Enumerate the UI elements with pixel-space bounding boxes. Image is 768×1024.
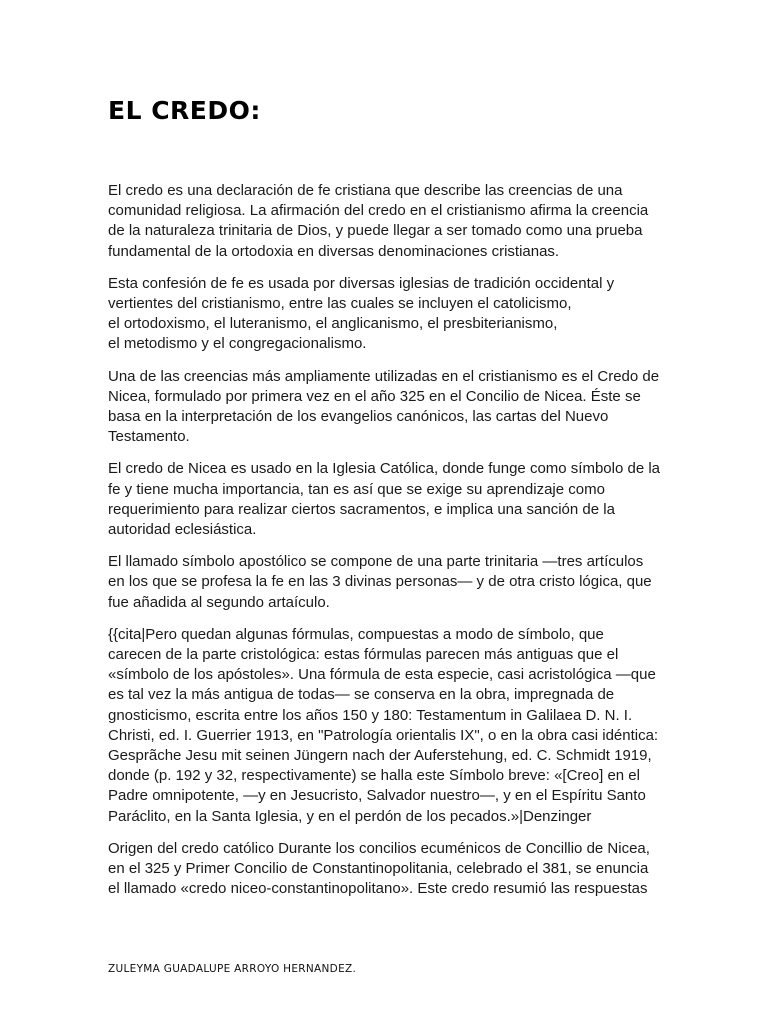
author-footer: ZULEYMA GUADALUPE ARROYO HERNANDEZ. <box>108 963 357 975</box>
paragraph-line: fundamental de la ortodoxia en diversas denominaciones cristianas. <box>108 242 560 260</box>
paragraph-line: comunidad religiosa. La afirmación del credo en el cristianismo afirma la creencia <box>108 202 649 220</box>
paragraph <box>108 181 668 262</box>
paragraph-line: Gesprãche Jesu mit seinen Jüngern nach der Auferstehung, ed. C. Schmidt 1919, <box>108 747 652 765</box>
paragraph-line: Nicea, formulado por primera vez en el año 325 en el Concilio de Nicea. Éste se <box>108 387 641 405</box>
paragraph-line: Una de las creencias más ampliamente utilizadas en el cristianismo es el Credo de <box>108 367 660 385</box>
paragraph-line: el ortodoxismo, el luteranismo, el anglicanismo, el presbiterianismo, <box>108 315 558 333</box>
paragraph <box>108 625 668 827</box>
paragraph-line: vertientes del cristianismo, entre las cuales se incluyen el catolicismo, <box>108 295 572 313</box>
page-title: EL CREDO: <box>108 96 261 125</box>
paragraph-line: fue añadida al segundo artaículo. <box>108 593 330 611</box>
paragraph <box>108 552 668 613</box>
paragraph-line: El credo es una declaración de fe cristiana que describe las creencias de una <box>108 182 623 199</box>
paragraph-line: Origen del credo católico Durante los concilios ecuménicos de Concillio de Nicea, <box>108 839 650 857</box>
paragraph-line: El credo de Nicea es usado en la Iglesia Católica, donde funge como símbolo de la <box>108 460 661 478</box>
paragraph-line: autoridad eclesiástica. <box>108 521 257 539</box>
paragraph-line: Testamento. <box>108 428 190 446</box>
paragraph-line: El llamado símbolo apostólico se compone de una parte trinitaria —tres artículos <box>108 553 644 571</box>
paragraph <box>108 367 668 448</box>
paragraph-line: en el 325 y Primer Concilio de Constantinopolitania, celebrado el 381, se enuncia <box>108 860 649 878</box>
paragraph <box>108 274 668 355</box>
paragraph <box>108 459 668 540</box>
paragraph-line: el llamado «credo niceo-constantinopolitano». Este credo resumió las respuestas <box>108 880 648 898</box>
paragraph <box>108 839 668 900</box>
paragraph-line: el metodismo y el congregacionalismo. <box>108 335 367 353</box>
paragraph-line: es tal vez la más antigua de todas— se conserva en la obra, impregnada de <box>108 686 615 704</box>
paragraph-line: Esta confesión de fe es usada por diversas iglesias de tradición occidental y <box>108 274 615 292</box>
paragraph-line: basa en la interpretación de los evangelios canónicos, las cartas del Nuevo <box>108 408 609 426</box>
paragraph-line: Padre omnipotente, —y en Jesucristo, Salvador nuestro—, y en el Espíritu Santo <box>108 787 646 805</box>
paragraph-line: Christi, ed. I. Guerrier 1913, en "Patrología orientalis IX", o en la obra casi idéntica: <box>108 726 659 744</box>
paragraph-line: de la naturaleza trinitaria de Dios, y puede llegar a ser tomado como una prueba <box>108 222 643 240</box>
paragraph-line: «símbolo de los apóstoles». Una fórmula de esta especie, casi acristológica —que <box>108 666 656 684</box>
document-body <box>108 181 668 912</box>
paragraph-line: donde (p. 192 y 32, respectivamente) se halla este Símbolo breve: «[Creo] en el <box>108 767 640 785</box>
paragraph-line: {{cita|Pero quedan algunas fórmulas, compuestas a modo de símbolo, que <box>108 625 604 643</box>
paragraph-line: carecen de la parte cristológica: estas fórmulas parecen más antiguas que el <box>108 646 619 664</box>
paragraph-line: fe y tiene mucha importancia, tan es así que se exige su aprendizaje como <box>108 480 605 498</box>
paragraph-line: requerimiento para realizar ciertos sacramentos, e implica una sanción de la <box>108 500 615 518</box>
paragraph-line: Paráclito, en la Santa Iglesia, y en el perdón de los pecados.»|Denzinger <box>108 807 592 825</box>
paragraph-line: en los que se profesa la fe en las 3 divinas personas— y de otra cristo lógica, que <box>108 573 652 591</box>
paragraph-line: gnosticismo, escrita entre los años 150 y 180: Testamentum in Galilaea D. N. I. <box>108 706 633 724</box>
